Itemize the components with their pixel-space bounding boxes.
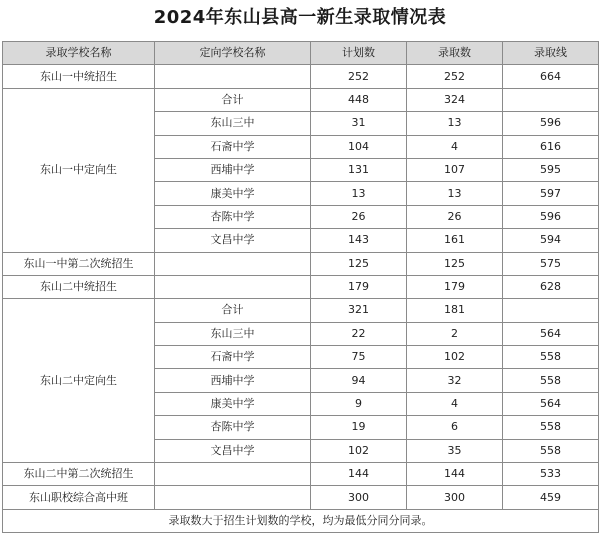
cell-sub: 康美中学 [155,392,311,415]
cell-cutoff: 596 [503,205,599,228]
cell-admitted: 4 [407,135,503,158]
cell-sub: 西埔中学 [155,158,311,181]
cell-sub: 石斋中学 [155,346,311,369]
cell-admitted: 13 [407,182,503,205]
cell-school: 东山二中统招生 [3,275,155,298]
table-row [3,486,599,509]
cell-admitted: 107 [407,158,503,181]
cell-cutoff: 533 [503,463,599,486]
cell-plan: 94 [311,369,407,392]
cell-admitted: 32 [407,369,503,392]
cell-school: 东山一中定向生 [3,88,155,252]
cell-cutoff: 564 [503,322,599,345]
cell-sub: 石斋中学 [155,135,311,158]
cell-plan: 13 [311,182,407,205]
table-row [3,252,599,275]
cell-admitted: 144 [407,463,503,486]
table-row [3,65,599,88]
cell-sub [155,252,311,275]
cell-cutoff: 628 [503,275,599,298]
cell-admitted: 161 [407,229,503,252]
cell-plan: 131 [311,158,407,181]
cell-sub: 杏陈中学 [155,416,311,439]
cell-cutoff: 594 [503,229,599,252]
cell-sub [155,486,311,509]
header-admitted: 录取数 [407,42,503,65]
cell-admitted: 35 [407,439,503,462]
table-row [3,88,599,111]
cell-sub: 东山三中 [155,112,311,135]
cell-cutoff [503,88,599,111]
cell-sub: 文昌中学 [155,229,311,252]
cell-cutoff: 616 [503,135,599,158]
cell-admitted: 179 [407,275,503,298]
cell-school: 东山一中统招生 [3,65,155,88]
table-row [3,275,599,298]
cell-cutoff: 595 [503,158,599,181]
page-title: 2024年东山县高一新生录取情况表 [153,7,447,28]
cell-plan: 26 [311,205,407,228]
cell-plan: 31 [311,112,407,135]
cell-sub: 文昌中学 [155,439,311,462]
cell-admitted: 13 [407,112,503,135]
cell-sub: 西埔中学 [155,369,311,392]
cell-cutoff: 596 [503,112,599,135]
cell-admitted: 2 [407,322,503,345]
cell-sub: 康美中学 [155,182,311,205]
cell-plan: 102 [311,439,407,462]
cell-plan: 448 [311,88,407,111]
admission-table [2,41,599,533]
cell-cutoff: 459 [503,486,599,509]
table-row [3,299,599,322]
cell-plan: 19 [311,416,407,439]
cell-plan: 321 [311,299,407,322]
cell-plan: 143 [311,229,407,252]
cell-admitted: 181 [407,299,503,322]
table-note: 录取数大于招生计划数的学校，均为最低分同分同录。 [3,509,599,532]
header-school: 录取学校名称 [3,42,155,65]
cell-cutoff: 564 [503,392,599,415]
cell-school: 东山二中第二次统招生 [3,463,155,486]
cell-sub [155,65,311,88]
header-target-school: 定向学校名称 [155,42,311,65]
cell-plan: 300 [311,486,407,509]
cell-plan: 179 [311,275,407,298]
cell-sub: 东山三中 [155,322,311,345]
cell-plan: 75 [311,346,407,369]
cell-cutoff: 575 [503,252,599,275]
header-plan: 计划数 [311,42,407,65]
cell-cutoff: 664 [503,65,599,88]
cell-plan: 9 [311,392,407,415]
cell-plan: 252 [311,65,407,88]
header-cutoff: 录取线 [503,42,599,65]
cell-admitted: 6 [407,416,503,439]
cell-plan: 125 [311,252,407,275]
cell-school: 东山职校综合高中班 [3,486,155,509]
cell-admitted: 125 [407,252,503,275]
cell-cutoff [503,299,599,322]
cell-cutoff: 558 [503,369,599,392]
cell-admitted: 4 [407,392,503,415]
cell-cutoff: 597 [503,182,599,205]
table-row [3,463,599,486]
cell-sub [155,463,311,486]
cell-school: 东山二中定向生 [3,299,155,463]
cell-admitted: 26 [407,205,503,228]
cell-admitted: 102 [407,346,503,369]
cell-admitted: 252 [407,65,503,88]
cell-cutoff: 558 [503,416,599,439]
cell-admitted: 300 [407,486,503,509]
cell-admitted: 324 [407,88,503,111]
cell-school: 东山一中第二次统招生 [3,252,155,275]
cell-plan: 144 [311,463,407,486]
cell-sub: 杏陈中学 [155,205,311,228]
table-header-row [3,42,599,65]
cell-plan: 104 [311,135,407,158]
cell-plan: 22 [311,322,407,345]
note-row [3,509,599,532]
cell-sub: 合计 [155,299,311,322]
cell-cutoff: 558 [503,346,599,369]
cell-cutoff: 558 [503,439,599,462]
cell-sub: 合计 [155,88,311,111]
cell-sub [155,275,311,298]
